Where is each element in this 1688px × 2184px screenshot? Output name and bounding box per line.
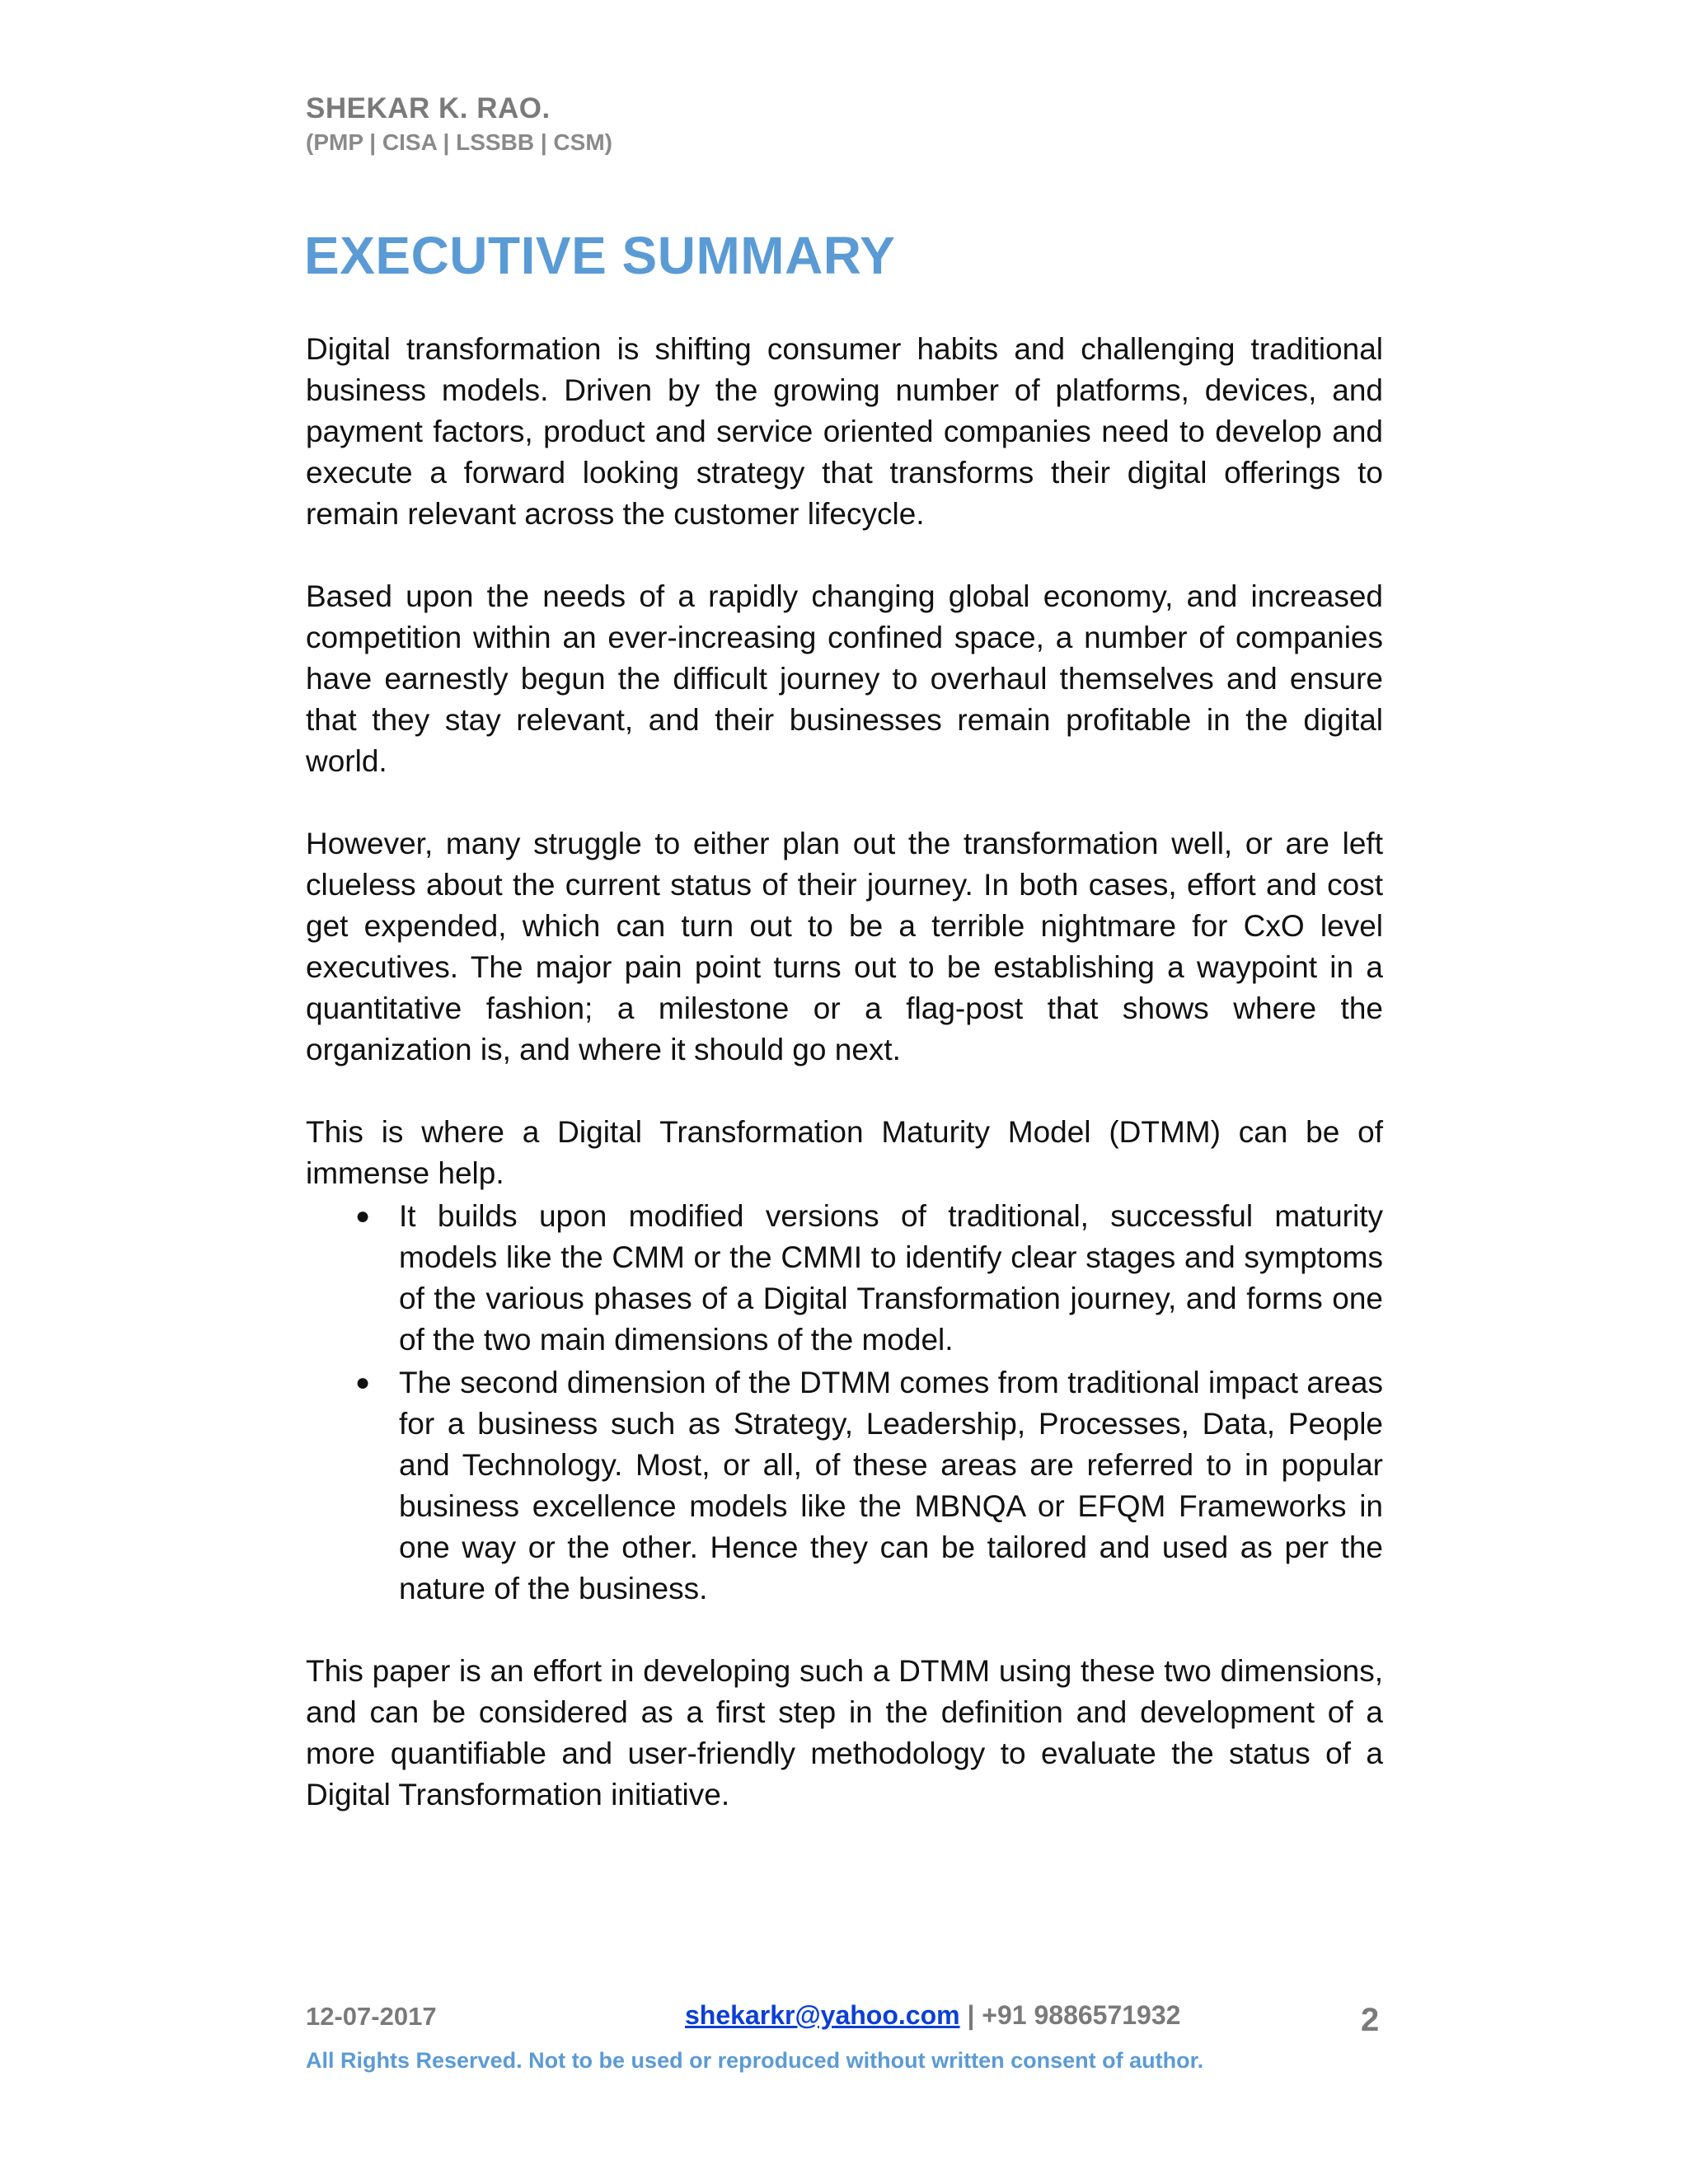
paragraph-3: However, many struggle to either plan out the transformation well, or are left clueless about the current status of their journey. In both cases, effort and cost get expended, which can turn out to be a terrible nightmare for CxO level executives. The major pain point turns out to be establishing a waypoint in a quantitative fashion; a milestone or a flag-post that shows where the organization is, and where it should go next. <box>306 827 1383 1066</box>
contact-separator: | <box>959 2000 982 2030</box>
bullet-item <box>306 1196 1383 1361</box>
bullet-text: The second dimension of the DTMM comes from traditional impact areas for a business such as Strategy, Leadership, Processes, Data, People and Technology. Most, or all, of these areas are referred to in popular business excellence models like the MBNQA or EFQM Frameworks in one way or the other. Hence they can be tailored and used as per the nature of the business. <box>399 1366 1383 1605</box>
bullet-list <box>306 1196 1383 1610</box>
footer-contact <box>685 2000 1180 2031</box>
email-link[interactable]: shekarkr@yahoo.com <box>685 2000 960 2030</box>
author-name: SHEKAR K. RAO. <box>306 92 551 124</box>
page-number: 2 <box>1361 2002 1380 2038</box>
paragraph-1: Digital transformation is shifting consumer habits and challenging traditional business models. Driven by the growing number of platforms, devices, and payment factors, product and service oriented companies need to develop and execute a forward looking strategy that transforms their digital offerings to remain relevant across the customer lifecycle. <box>306 332 1383 531</box>
document-body <box>306 329 1383 1816</box>
bullet-item <box>306 1362 1383 1610</box>
paragraph-4: This is where a Digital Transformation Maturity Model (DTMM) can be of immense help. <box>306 1115 1383 1190</box>
paragraph-5: This paper is an effort in developing such a DTMM using these two dimensions, and can be considered as a first step in the definition and development of a more quantifiable and user-friendly methodology to evaluate the status of a Digital Transformation initiative. <box>306 1654 1383 1811</box>
bullet-dot-icon: ● <box>355 1202 371 1230</box>
bullet-text: It builds upon modified versions of traditional, successful maturity models like the CMM or the CMMI to identify clear stages and symptoms of the various phases of a Digital Transformation journey, and forms one of the two main dimensions of the model. <box>399 1199 1383 1357</box>
phone-number: +91 9886571932 <box>982 2000 1181 2030</box>
bullet-dot-icon: ● <box>355 1369 371 1396</box>
section-title: EXECUTIVE SUMMARY <box>304 226 896 285</box>
rights-notice: All Rights Reserved. Not to be used or reproduced without written consent of author. <box>306 2048 1204 2073</box>
footer-date: 12-07-2017 <box>306 2002 437 2031</box>
author-certifications: (PMP | CISA | LSSBB | CSM) <box>306 129 612 155</box>
paragraph-2: Based upon the needs of a rapidly changing global economy, and increased competition within an ever-increasing confined space, a number of companies have earnestly begun the difficult journey to overhaul themselves and ensure that they stay relevant, and their businesses remain profitable in the digital world. <box>306 579 1383 778</box>
